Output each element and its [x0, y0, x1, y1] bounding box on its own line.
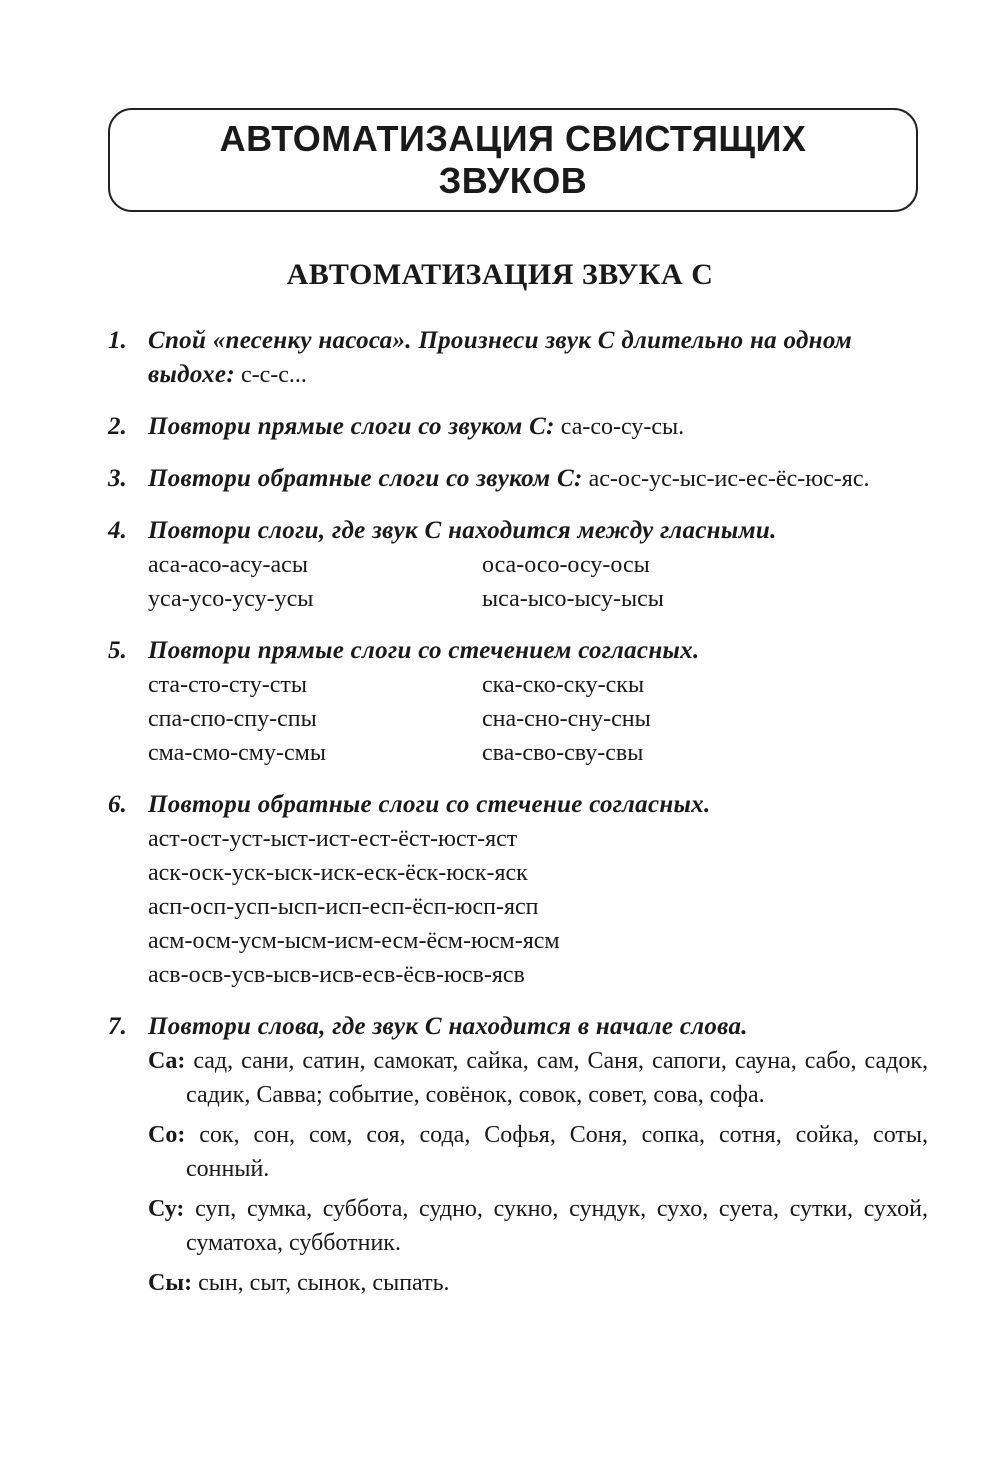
syllable-row: сва-сво-сву-свы	[482, 740, 644, 766]
syllable-line: асм-осм-усм-ысм-исм-есм-ёсм-юсм-ясм	[148, 928, 560, 954]
task-5	[108, 634, 928, 770]
task-instruction: Повтори обратные слоги со стечение согласных.	[148, 791, 711, 818]
task-3	[108, 462, 928, 496]
task-7	[108, 1010, 928, 1300]
word-group-head: Сы:	[148, 1270, 193, 1296]
chapter-title-line-2: ЗВУКОВ	[438, 160, 588, 201]
task-number: 5.	[108, 637, 127, 664]
syllable-line: аст-ост-уст-ыст-ист-ест-ёст-юст-яст	[148, 826, 518, 852]
syllable-grid	[148, 668, 928, 770]
task-instruction: Повтори прямые слоги со звуком С:	[148, 413, 555, 440]
task-2	[108, 410, 928, 444]
task-instruction: Повтори обратные слоги со звуком С:	[148, 465, 583, 492]
task-list	[108, 324, 928, 1300]
syllable-row: сма-смо-сму-смы	[148, 740, 326, 766]
task-instruction: Повтори слоги, где звук С находится между гласными.	[148, 517, 777, 544]
syllable-line: аск-оск-уск-ыск-иск-еск-ёск-юск-яск	[148, 860, 528, 886]
task-4	[108, 514, 928, 616]
section-title: АВТОМАТИЗАЦИЯ ЗВУКА С	[286, 258, 714, 291]
task-1	[108, 324, 928, 392]
syllable-line: асп-осп-усп-ысп-исп-есп-ёсп-юсп-ясп	[148, 894, 539, 920]
task-text: са-со-су-сы.	[554, 414, 685, 440]
word-group-words: сок, сон, сом, соя, сода, Софья, Соня, сопка, сотня, сойка, соты, сонный.	[185, 1122, 928, 1182]
task-6	[108, 788, 928, 992]
syllable-row: ста-сто-сту-сты	[148, 672, 307, 698]
syllable-row: спа-спо-спу-спы	[148, 706, 317, 732]
word-group-words: суп, сумка, суббота, судно, сукно, сундук, сухо, суета, сутки, сухой, суматоха, субботник.	[184, 1196, 928, 1256]
syllable-row: ска-ско-ску-скы	[482, 672, 645, 698]
syllable-row: уса-усо-усу-усы	[148, 586, 314, 612]
word-group-sy	[148, 1266, 928, 1300]
task-number: 7.	[108, 1013, 127, 1040]
word-group-words: сад, сани, сатин, самокат, сайка, сам, Саня, сапоги, сауна, сабо, садок, садик, Савва; событие, совёнок, совок, совет, сова, софа.	[185, 1048, 928, 1108]
word-group-words: сын, сыт, сынок, сыпать.	[192, 1270, 450, 1296]
task-number: 1.	[108, 327, 127, 354]
task-instruction: Повтори прямые слоги со стечением согласных.	[148, 637, 700, 664]
task-instruction: Повтори слова, где звук С находится в начале слова.	[148, 1013, 748, 1040]
syllable-line: асв-осв-усв-ысв-исв-есв-ёсв-юсв-ясв	[148, 962, 525, 988]
chapter-title-line-1: АВТОМАТИЗАЦИЯ СВИСТЯЩИХ	[219, 118, 807, 159]
chapter-title-box	[108, 108, 918, 212]
syllable-row: оса-осо-осу-осы	[482, 552, 650, 578]
task-number: 2.	[108, 413, 127, 440]
task-instruction: Спой «песенку насоса». Произнеси звук С длительно на одном выдохе:	[148, 327, 853, 388]
task-number: 4.	[108, 517, 127, 544]
syllable-row: сна-сно-сну-сны	[482, 706, 651, 732]
word-group-su	[148, 1192, 928, 1260]
word-group-head: Су:	[148, 1196, 185, 1222]
word-group-head: Са:	[148, 1048, 186, 1074]
word-group-so	[148, 1118, 928, 1186]
syllable-grid	[148, 548, 928, 616]
syllable-row: ыса-ысо-ысу-ысы	[482, 586, 664, 612]
word-group-head: Со:	[148, 1122, 186, 1148]
task-text: ас-ос-ус-ыс-ис-ес-ёс-юс-яс.	[582, 466, 870, 492]
task-number: 3.	[108, 465, 127, 492]
task-text: с-с-с...	[234, 362, 307, 388]
word-group-sa	[148, 1044, 928, 1112]
task-number: 6.	[108, 791, 127, 818]
syllable-row: аса-асо-асу-асы	[148, 552, 308, 578]
